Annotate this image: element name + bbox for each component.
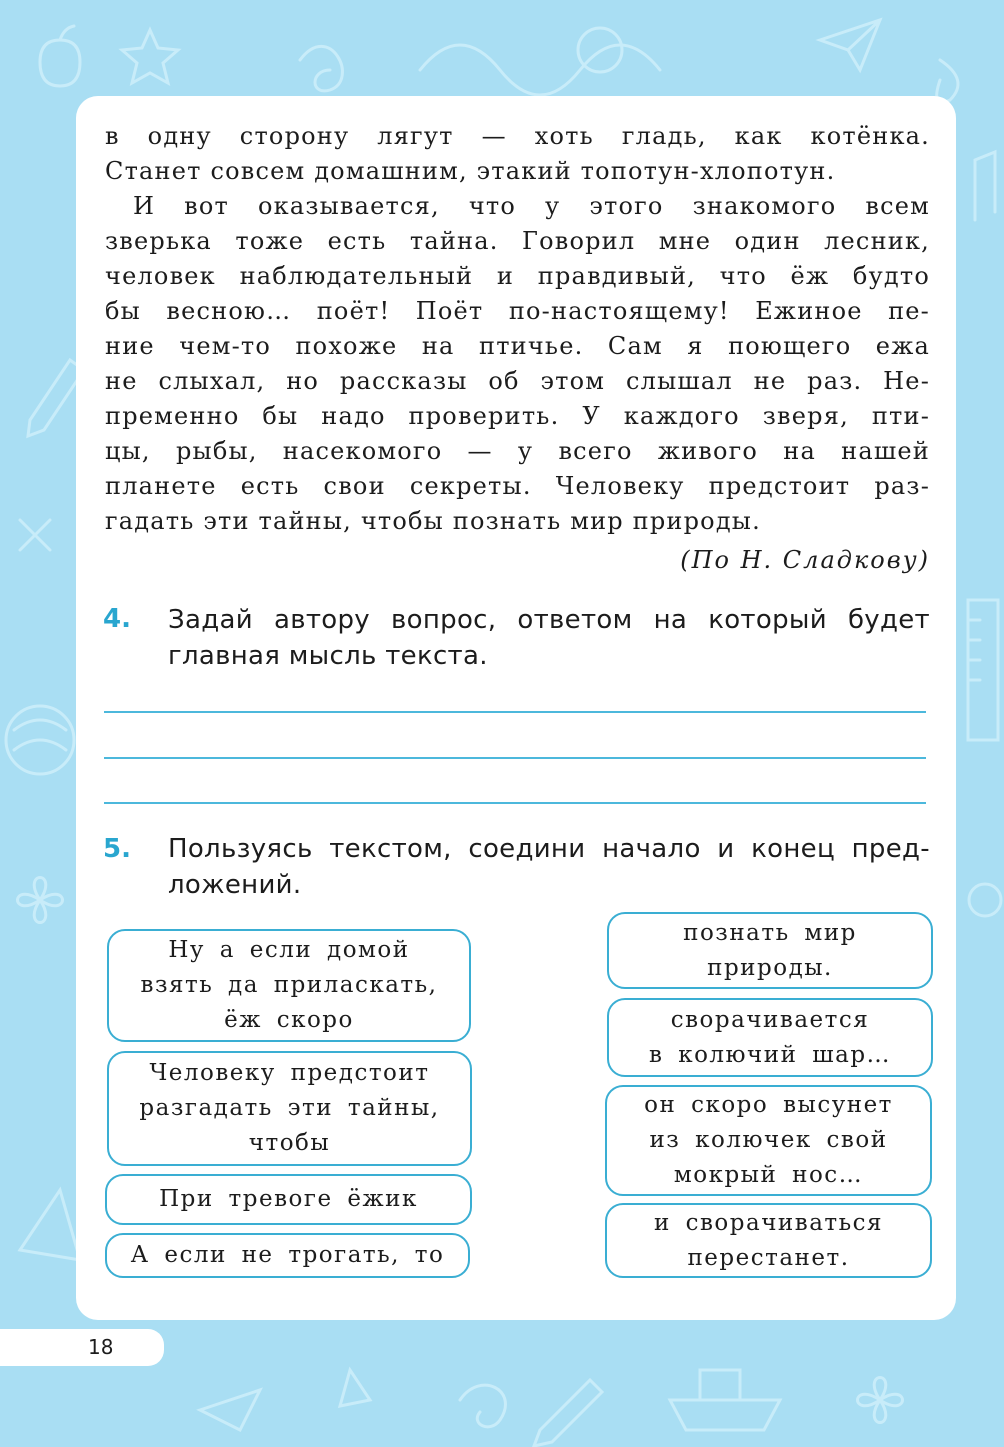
- text-line: цы, рыбы, насекомого — у всего живого на нашей: [105, 437, 930, 465]
- ruler-doodle-right: [968, 600, 998, 740]
- box-text: он скоро высунет из колючек свой мокрый нос…: [644, 1092, 893, 1188]
- task-5-number: 5.: [103, 834, 131, 864]
- yarn-lines-doodle: [14, 720, 66, 750]
- sentence-end-box-4[interactable]: [605, 1203, 932, 1278]
- text-line: ние чем-то похоже на птичье. Сам я поющего ежа: [105, 332, 930, 360]
- sentence-end-box-2[interactable]: [607, 998, 933, 1077]
- author-signature: (По Н. Сладкову): [680, 546, 930, 574]
- answer-line-2[interactable]: [104, 757, 926, 759]
- sentence-start-box-2[interactable]: [107, 1051, 472, 1166]
- text-line: в одну сторону лягут — хоть гладь, как котёнка.: [105, 122, 930, 150]
- spiral-line-doodle: [420, 45, 660, 95]
- triangle-doodle-bottom: [340, 1370, 370, 1406]
- answer-line-1[interactable]: [104, 711, 926, 713]
- task-5-instruction: [168, 831, 930, 903]
- sentence-start-box-1[interactable]: [107, 929, 471, 1042]
- text-line: пременно бы надо проверить. У каждого зверя, пти-: [105, 402, 930, 430]
- instruction-line: Пользуясь текстом, соедини начало и конец пред-: [168, 834, 930, 864]
- box-text: и сворачиваться перестанет.: [653, 1209, 884, 1271]
- text-line: планете есть свои секреты. Человеку предстоит раз-: [105, 472, 930, 500]
- task-4-number: 4.: [103, 604, 131, 634]
- sentence-end-box-3[interactable]: [605, 1085, 932, 1196]
- page-number: 18: [88, 1335, 114, 1359]
- sentence-end-box-1[interactable]: [607, 912, 933, 989]
- box-text: При тревоге ёжик: [159, 1186, 418, 1212]
- plane-doodle-bottom: [200, 1390, 260, 1430]
- flower-doodle: [18, 878, 63, 923]
- box-text: Ну а если домой взять да приласкать, ёж скоро: [140, 937, 438, 1033]
- instruction-line: ложений.: [168, 870, 302, 900]
- music-doodle: [975, 152, 995, 220]
- spiral-doodle-bottom: [460, 1385, 505, 1427]
- reading-paragraph-2: [105, 189, 930, 539]
- box-text: А если не трогать, то: [130, 1242, 445, 1268]
- star-doodle: [122, 30, 178, 83]
- box-text: сворачивается в колючий шар…: [648, 1006, 892, 1068]
- text-line: Станет совсем домашним, этакий топотун-хлопотун.: [105, 157, 836, 185]
- answer-line-3[interactable]: [104, 802, 926, 804]
- ship-doodle: [670, 1370, 780, 1430]
- sentence-start-box-4[interactable]: [105, 1233, 470, 1278]
- instruction-line: Задай автору вопрос, ответом на который будет: [168, 605, 930, 635]
- pencil-doodle-bottom: [534, 1380, 602, 1446]
- paper-plane-doodle: [820, 20, 880, 70]
- text-line: зверька тоже есть тайна. Говорил мне один лесник,: [105, 227, 930, 255]
- flower-doodle-bottom: [858, 1378, 903, 1423]
- box-text: Человеку предстоит разгадать эти тайны, чтобы: [139, 1060, 440, 1156]
- sentence-start-box-3[interactable]: [105, 1174, 472, 1225]
- page-number-tab: [0, 1329, 164, 1366]
- reading-paragraph-1: [105, 119, 930, 189]
- apple-doodle: [40, 26, 80, 86]
- triangle-doodle: [20, 1190, 80, 1260]
- text-line: бы весною… поёт! Поёт по-настоящему! Ежиное пе-: [105, 297, 930, 325]
- text-line: человек наблюдательный и правдивый, что ёж будто: [105, 262, 930, 290]
- text-line: И вот оказывается, что у этого знакомого всем: [133, 192, 930, 220]
- text-line: гадать эти тайны, чтобы познать мир природы.: [105, 507, 761, 535]
- box-text: познать мир природы.: [683, 919, 857, 981]
- cross-doodle: [20, 520, 50, 550]
- text-line: не слыхал, но рассказы об этом слышал не раз. Не-: [105, 367, 930, 395]
- instruction-line: главная мысль текста.: [168, 641, 488, 671]
- task-4-instruction: [168, 602, 930, 674]
- swirl-doodle: [300, 46, 342, 90]
- dot-doodle: [969, 884, 1001, 916]
